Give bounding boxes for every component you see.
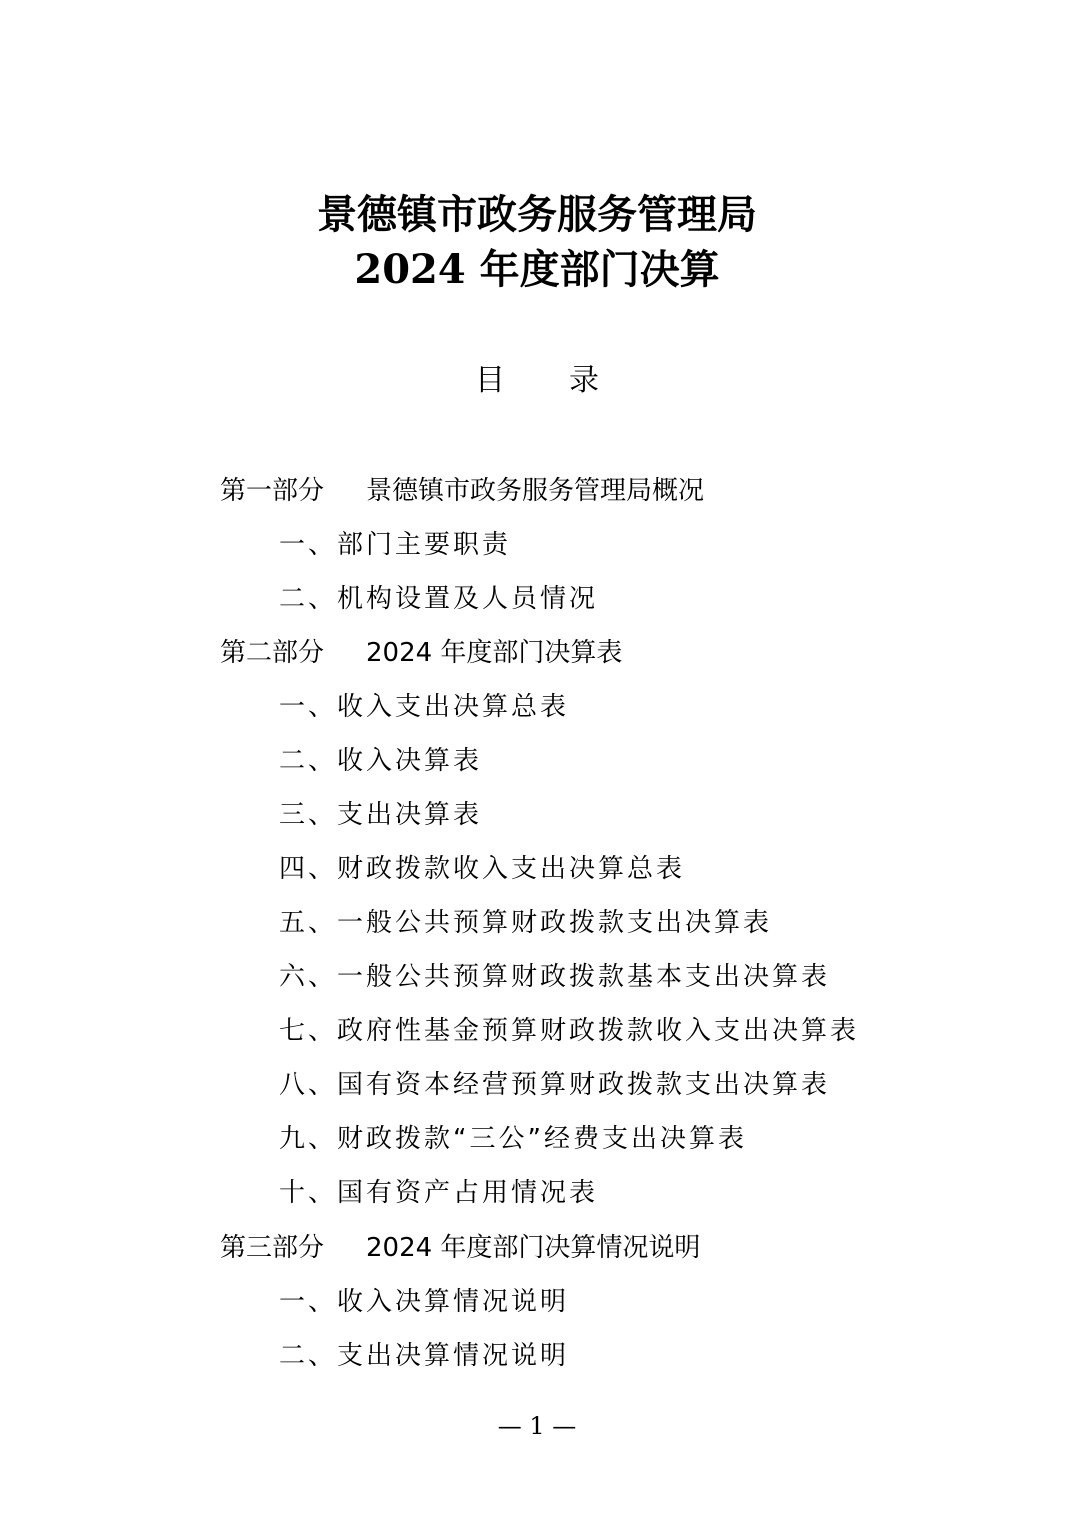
toc-heading: 目录 [475,363,663,398]
page-number: — 1 — [497,1412,577,1440]
toc-item[interactable]: 一、收入决算情况说明 [279,1287,570,1317]
toc-part-1[interactable] [220,469,704,513]
document-title-line-1: 景德镇市政务服务管理局 [317,191,757,238]
toc-item[interactable]: 二、收入决算表 [279,746,483,776]
toc-part-title: 2024 年度部门决算情况说明 [366,1233,701,1263]
toc-item[interactable]: 三、支出决算表 [279,800,483,830]
toc-item[interactable]: 四、财政拨款收入支出决算总表 [279,854,686,884]
toc-item[interactable]: 十、国有资产占用情况表 [279,1178,599,1208]
toc-item[interactable]: 六、一般公共预算财政拨款基本支出决算表 [279,962,831,992]
toc-part-label: 第一部分 [220,476,325,506]
toc-part-3[interactable] [220,1226,700,1270]
toc-item[interactable]: 九、财政拨款“三公”经费支出决算表 [279,1124,747,1154]
toc-part-label: 第三部分 [220,1233,325,1263]
toc-item[interactable]: 二、机构设置及人员情况 [279,584,599,614]
toc-item[interactable]: 二、支出决算情况说明 [279,1341,570,1371]
toc-part-title: 景德镇市政务服务管理局概况 [366,476,705,506]
toc-item[interactable]: 七、政府性基金预算财政拨款收入支出决算表 [279,1016,860,1046]
toc-item[interactable]: 一、收入支出决算总表 [279,692,570,722]
toc-item[interactable]: 一、部门主要职责 [279,530,512,560]
toc-item[interactable]: 八、国有资本经营预算财政拨款支出决算表 [279,1070,831,1100]
toc-part-2[interactable] [220,631,622,675]
document-title-line-2: 2024 年度部门决算 [354,246,720,293]
toc-part-title: 2024 年度部门决算表 [366,638,623,668]
toc-part-label: 第二部分 [220,638,325,668]
toc-item[interactable]: 五、一般公共预算财政拨款支出决算表 [279,908,773,938]
